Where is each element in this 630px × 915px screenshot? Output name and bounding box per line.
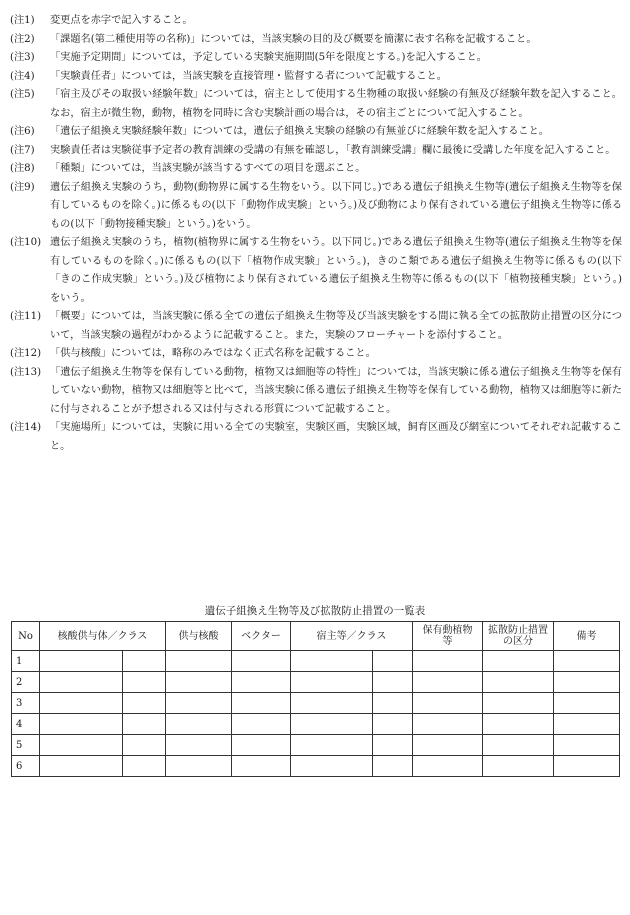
note-item	[10, 123, 622, 142]
table-cell[interactable]	[413, 756, 483, 777]
table-cell[interactable]	[554, 735, 620, 756]
table-cell[interactable]	[291, 693, 373, 714]
note-number: (注1)	[10, 15, 35, 26]
table-row	[12, 714, 620, 735]
note-number: (注5)	[10, 89, 35, 100]
table-row	[12, 735, 620, 756]
table-cell[interactable]	[413, 672, 483, 693]
row-number: 5	[12, 735, 40, 756]
header-holding-animal-plant	[413, 622, 483, 651]
table-cell[interactable]	[232, 693, 291, 714]
note-item	[10, 12, 622, 31]
table-cell[interactable]	[291, 651, 373, 672]
table-cell[interactable]	[123, 651, 166, 672]
note-text: 「課題名(第二種使用等の名称)」については，当該実験の目的及び概要を簡潔に表す名称を記載すること。	[50, 33, 537, 45]
table-cell[interactable]	[166, 756, 232, 777]
note-item	[10, 308, 622, 345]
header-containment-class	[483, 622, 554, 651]
table-cell[interactable]	[483, 651, 554, 672]
note-number: (注11)	[10, 311, 42, 322]
table-cell[interactable]	[291, 735, 373, 756]
table-row	[12, 756, 620, 777]
note-item	[10, 345, 622, 364]
table-cell[interactable]	[483, 672, 554, 693]
note-item	[10, 49, 622, 68]
note-text: 「実験責任者」については，当該実験を直接管理・監督する者について記載すること。	[50, 70, 447, 82]
note-item	[10, 234, 622, 308]
containment-measures-table	[11, 621, 620, 777]
note-item	[10, 142, 622, 161]
table-cell[interactable]	[123, 756, 166, 777]
row-number: 1	[12, 651, 40, 672]
note-item	[10, 86, 622, 123]
note-text: 「実施場所」については，実験に用いる全ての実験室，実験区画，実験区域，飼育区画及び網室についてそれぞれ記載すること。	[50, 422, 622, 452]
table-cell[interactable]	[373, 672, 413, 693]
note-text: 「遺伝子組換え生物等を保有している動物，植物又は細胞等の特性」については，当該実験に係る遺伝子組換え生物等を保有していない動物，植物又は細胞等と比べて，当該実験に係る遺伝子組換え生物等を保有している動物，植物又は細胞等に新たに付与されることが予想される又は付与される形質について記載すること。	[50, 366, 622, 415]
table-cell[interactable]	[373, 714, 413, 735]
table-cell[interactable]	[483, 714, 554, 735]
table-cell[interactable]	[373, 693, 413, 714]
note-item	[10, 179, 622, 235]
table-cell[interactable]	[166, 693, 232, 714]
note-text: 変更点を赤字で記入すること。	[50, 15, 193, 26]
table-cell[interactable]	[232, 714, 291, 735]
note-number: (注14)	[10, 422, 42, 433]
header-host-class: 宿主等／クラス	[291, 622, 413, 651]
table-cell[interactable]	[232, 756, 291, 777]
table-cell[interactable]	[40, 735, 123, 756]
table-cell[interactable]	[483, 693, 554, 714]
note-text: 遺伝子組換え実験のうち，動物(動物界に属する生物をいう。以下同じ。)である遺伝子組換え生物等(遺伝子組換え生物等を保有しているものを除く。)に係るもの(以下「動物作成実験」という。)及び動物により保有されている遺伝子組換え生物等に係るもの(以下「動物接種実験」という。)をいう。	[50, 181, 623, 230]
note-text: 「供与核酸」については，略称のみではなく正式名称を記載すること。	[50, 348, 376, 359]
table-cell[interactable]	[291, 714, 373, 735]
table-cell[interactable]	[40, 672, 123, 693]
note-text: 「宿主及びその取扱い経験年数」については，宿主として使用する生物種の取扱い経験の有無及び経験年数を記入すること。なお，宿主が微生物，動物，植物を同時に含む実験計画の場合は，その宿主ごとについて記入すること。	[50, 89, 622, 119]
row-number: 4	[12, 714, 40, 735]
table-cell[interactable]	[413, 735, 483, 756]
table-cell[interactable]	[483, 735, 554, 756]
note-item	[10, 160, 622, 179]
table-cell[interactable]	[413, 651, 483, 672]
note-item	[10, 419, 622, 456]
header-donor-nucleic-acid: 供与核酸	[166, 622, 232, 651]
table-cell[interactable]	[123, 672, 166, 693]
note-text: 「種類」については，当該実験が該当するすべての項目を選ぶこと。	[50, 163, 366, 174]
table-cell[interactable]	[232, 672, 291, 693]
table-cell[interactable]	[40, 693, 123, 714]
table-cell[interactable]	[373, 651, 413, 672]
table-cell[interactable]	[291, 672, 373, 693]
note-number: (注6)	[10, 126, 35, 137]
table-cell[interactable]	[166, 735, 232, 756]
note-text: 「概要」については，当該実験に係る全ての遺伝子組換え生物等及び当該実験をする間に執る全ての拡散防止措置の区分について，当該実験の過程がわかるように記載すること。また，実験のフローチャートを添付すること。	[50, 311, 622, 341]
note-number: (注12)	[10, 348, 42, 359]
table-cell[interactable]	[232, 651, 291, 672]
table-cell[interactable]	[373, 756, 413, 777]
table-row	[12, 651, 620, 672]
note-number: (注13)	[10, 366, 42, 378]
note-number: (注8)	[10, 163, 35, 174]
table-cell[interactable]	[123, 693, 166, 714]
table-cell[interactable]	[554, 693, 620, 714]
row-number: 3	[12, 693, 40, 714]
table-cell[interactable]	[166, 651, 232, 672]
note-text: 遺伝子組換え実験のうち，植物(植物界に属する生物をいう。以下同じ。)である遺伝子組換え生物等(遺伝子組換え生物等を保有しているものを除く。)に係るもの(以下「植物作成実験」という。)，きのこ類である遺伝子組換え生物等に係るもの(以下「きのこ作成実験」という。)及び植物により保有されている遺伝子組換え生物等に係るもの(以下「植物接種実験」という。)をいう。	[50, 237, 622, 304]
header-holding-animal-plant-label: 保有動植物等	[422, 625, 473, 647]
table-cell[interactable]	[554, 672, 620, 693]
note-text: 実験責任者は実験従事予定者の教育訓練の受講の有無を確認し，「教育訓練受講」欄に最後に受講した年度を記入すること。	[50, 144, 616, 156]
note-number: (注10)	[10, 237, 42, 248]
note-number: (注4)	[10, 70, 35, 82]
note-number: (注3)	[10, 52, 35, 63]
row-number: 6	[12, 756, 40, 777]
table-header-row	[12, 622, 620, 651]
table-cell[interactable]	[373, 735, 413, 756]
notes-list	[10, 12, 622, 456]
table-cell[interactable]	[40, 714, 123, 735]
table-cell[interactable]	[413, 693, 483, 714]
table-row	[12, 672, 620, 693]
note-item	[10, 68, 622, 87]
note-number: (注2)	[10, 33, 35, 45]
table-cell[interactable]	[123, 714, 166, 735]
table-cell[interactable]	[166, 672, 232, 693]
header-remarks: 備考	[554, 622, 620, 651]
table-cell[interactable]	[413, 714, 483, 735]
note-item	[10, 31, 622, 50]
table-cell[interactable]	[40, 651, 123, 672]
note-text: 「遺伝子組換え実験経験年数」については，遺伝子組換え実験の経験の有無並びに経験年数を記入すること。	[50, 126, 549, 137]
header-no: No	[12, 622, 40, 651]
table-cell[interactable]	[483, 756, 554, 777]
table-cell[interactable]	[166, 714, 232, 735]
table-title: 遺伝子組換え生物等及び拡散防止措置の一覧表	[204, 605, 426, 617]
header-nucleic-acid-donor-class: 核酸供与体／クラス	[40, 622, 166, 651]
note-number: (注7)	[10, 144, 35, 156]
table-cell[interactable]	[123, 735, 166, 756]
table-cell[interactable]	[40, 756, 123, 777]
table-cell[interactable]	[291, 756, 373, 777]
table-cell[interactable]	[554, 714, 620, 735]
table-cell[interactable]	[232, 735, 291, 756]
header-containment-class-label: 拡散防止措置の区分	[488, 625, 549, 647]
table-row	[12, 693, 620, 714]
table-cell[interactable]	[554, 651, 620, 672]
table-cell[interactable]	[554, 756, 620, 777]
note-text: 「実施予定期間」については，予定している実験実施期間(5年を限度とする。)を記入すること。	[50, 52, 487, 63]
header-vector: ベクター	[232, 622, 291, 651]
note-number: (注9)	[10, 181, 35, 193]
row-number: 2	[12, 672, 40, 693]
note-item	[10, 364, 622, 420]
